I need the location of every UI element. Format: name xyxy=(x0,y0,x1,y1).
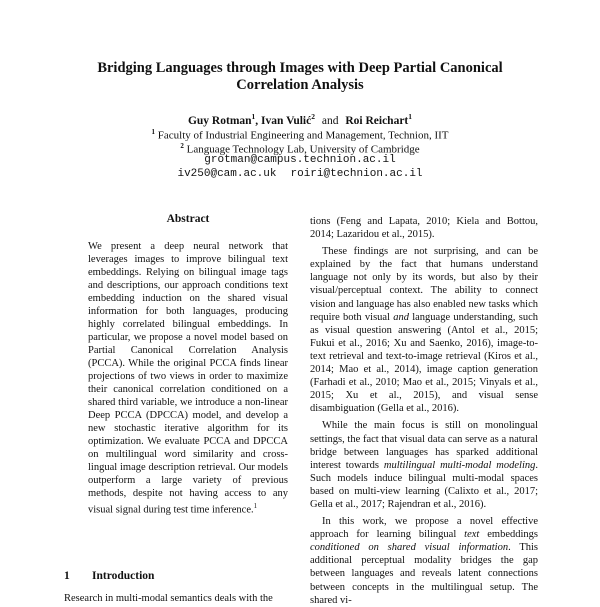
email-address[interactable]: grotman@campus.technion.ac.il xyxy=(204,154,396,166)
author-affil-mark: 1 xyxy=(251,112,256,121)
paragraph-text: . Such models induce bilingual multi-modal spaces based on multi-view learning (Calixto et al., 2017; Gella et al., 2017; Rajendran et al., 2016). xyxy=(310,459,538,510)
emphasis: text xyxy=(464,529,480,541)
emphasis: multilingual multi-modal modeling xyxy=(383,459,536,471)
paragraph-text: . This additional perceptual modality bridges the gap between languages and reveals latent connections between concepts in the multilingual setup. The shared vi- xyxy=(310,542,539,606)
section-number: 1 xyxy=(64,570,70,582)
paragraph xyxy=(310,419,538,511)
emphasis: and xyxy=(393,311,409,323)
abstract-text: We present a deep neural network that leverages images to improve bilingual text embeddings. Relying on bilingual image tags and descriptions, our approach conditions text embedding induction on the shared visual information for both languages, producing highly correlated bilingual embeddings. In particular, we propose a novel model based on Partial Canonical Correlation Analysis (PCCA). While the original PCCA finds linear projections of two views in order to maximize their canonical correlation conditioned on a shared third variable, we introduce a non-linear Deep PCCA (DPCCA) model, and develop a new stochastic iterative algorithm for its optimization. We evaluate PCCA and DPCCA on multilingual word similarity and cross-lingual image description retrieval. Our models outperform a large variety of previous methods, despite not having access to any visual signal during test time inference. xyxy=(88,241,288,516)
paragraph-text: embeddings xyxy=(479,529,538,541)
paragraph xyxy=(310,245,538,415)
footnote-mark[interactable]: 1 xyxy=(253,502,258,510)
affiliation-mark: 2 xyxy=(180,142,184,150)
author-and: and xyxy=(321,114,339,127)
author-affil-mark: 2 xyxy=(311,112,315,121)
email-line xyxy=(60,168,540,181)
section-heading xyxy=(64,570,154,582)
paragraph-text: language understanding, such as visual question answering (Antol et al., 2015; Fukui et al., 2016; Xu and Saenko, 2016), image-to-text retrieval and text-to-image retrieval (Kiros et al., 2014; Mao et al., 2014), image caption generation (Farhadi et al., 2010; Mao et al., 2015; Vinyals et al., 2015; Xu et al., 2015), and visual sense disambiguation (Gella et al., 2016). xyxy=(310,311,538,415)
paragraph-text: In this work, we propose a novel effective approach for learning bilingual xyxy=(310,516,538,541)
affiliation-text: Language Technology Lab, University of Cambridge xyxy=(186,143,420,156)
paragraph-text: While the main focus is still on monolingual settings, the fact that visual data can serve as a natural bridge between languages has sparked additional interest towards xyxy=(310,420,538,471)
paragraph-text: These findings are not surprising, and can be explained by the fact that humans understand language not only by its words, but also by their visual/perceptual context. The ability to connect vision and language has also enabled new tasks which require both visual xyxy=(310,246,538,323)
affiliation-text: Faculty of Industrial Engineering and Management, Technion, IIT xyxy=(157,129,449,142)
abstract-body xyxy=(88,240,288,517)
author-name: Guy Rotman xyxy=(187,114,252,127)
email-address[interactable]: roiri@technion.ac.il xyxy=(290,168,423,180)
author-name: Ivan Vulić xyxy=(261,114,312,127)
email-address[interactable]: iv250@cam.ac.uk xyxy=(177,168,277,180)
intro-first-line: Research in multi-modal semantics deals with the xyxy=(64,593,273,604)
paragraph xyxy=(310,515,538,607)
title-line-1: Bridging Languages through Images with Deep Partial Canonical xyxy=(97,60,503,76)
author-affil-mark: 1 xyxy=(408,112,413,121)
author-name: Roi Reichart xyxy=(345,114,409,127)
right-column-body xyxy=(310,215,538,607)
abstract-heading: Abstract xyxy=(166,213,210,225)
author-separator: , xyxy=(255,114,259,127)
affiliation-mark: 1 xyxy=(151,128,155,136)
emphasis: conditioned on shared visual information xyxy=(310,542,509,554)
title-line-2: Correlation Analysis xyxy=(236,77,364,93)
email-line xyxy=(60,154,540,167)
paragraph xyxy=(310,215,538,241)
section-title: Introduction xyxy=(92,570,155,582)
paragraph-text: tions (Feng and Lapata, 2010; Kiela and Bottou, 2014; Lazaridou et al., 2015). xyxy=(310,216,538,241)
paper-title xyxy=(60,60,540,94)
